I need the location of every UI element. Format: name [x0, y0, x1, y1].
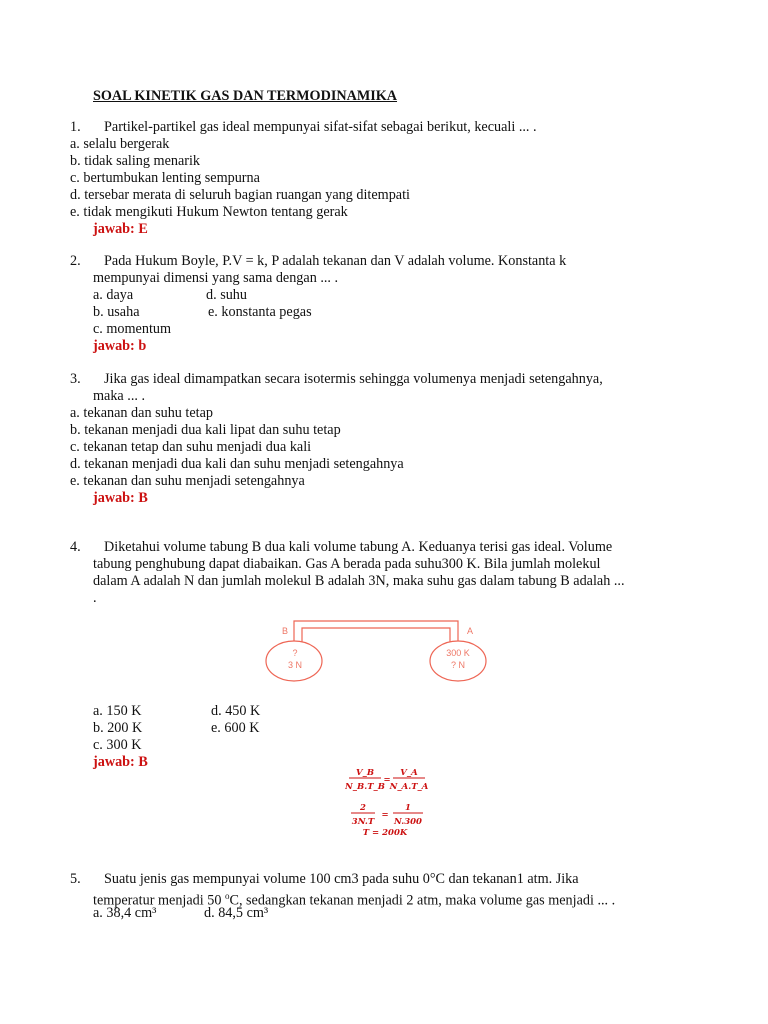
q4-number: 4. — [70, 539, 81, 555]
tube-a-molecules: ? N — [450, 660, 466, 670]
formula-n300: N.300 — [394, 817, 422, 827]
q2-option-a: a. daya — [93, 287, 134, 303]
q3-option-b: b. tekanan menjadi dua kali lipat dan suhu tetap — [70, 422, 341, 438]
q3-option-e: e. tekanan dan suhu menjadi setengahnya — [70, 473, 305, 489]
q3-number: 3. — [70, 371, 81, 387]
q3-answer: jawab: B — [93, 490, 148, 506]
q5-option-a: a. 38,4 cm³ — [93, 905, 157, 921]
page-title: SOAL KINETIK GAS DAN TERMODINAMIKA — [93, 88, 398, 104]
tube-b-label: B — [282, 626, 289, 636]
q4-option-c: c. 300 K — [93, 737, 142, 753]
q1-option-a: a. selalu bergerak — [70, 136, 170, 152]
q5-number: 5. — [70, 871, 81, 887]
connector-inner — [302, 628, 450, 642]
formula-3nt: 3N.T — [351, 817, 375, 827]
q2-answer: jawab: b — [93, 338, 147, 354]
q1-option-c: c. bertumbukan lenting sempurna — [70, 170, 260, 186]
q1-option-e: e. tidak mengikuti Hukum Newton tentang gerak — [70, 204, 348, 220]
q1-text: Partikel-partikel gas ideal mempunyai sifat-sifat sebagai berikut, kecuali ... . — [104, 119, 537, 135]
q4-option-d: d. 450 K — [211, 703, 261, 719]
q2-option-d: d. suhu — [206, 287, 247, 303]
q2-text-line1: Pada Hukum Boyle, P.V = k, P adalah tekanan dan V adalah volume. Konstanta k — [104, 253, 567, 269]
q4-answer: jawab: B — [93, 754, 148, 770]
q4-option-b: b. 200 K — [93, 720, 143, 736]
tube-a-temperature: 300 K — [446, 648, 470, 658]
formula-result: T = 200K — [362, 828, 408, 838]
connector-outer — [294, 621, 458, 641]
tube-b-molecules: 3 N — [287, 660, 303, 670]
formula-va: V_A — [400, 768, 418, 778]
formula-vb: V_B — [355, 768, 375, 778]
q4-text-line2: tabung penghubung dapat diabaikan. Gas A berada pada suhu300 K. Bila jumlah molekul — [93, 556, 601, 572]
formula-na-ta: N_A.T_A — [389, 782, 429, 792]
tube-b-temperature: ? — [292, 648, 298, 658]
q1-number: 1. — [70, 119, 81, 135]
q3-option-c: c. tekanan tetap dan suhu menjadi dua kali — [70, 439, 312, 455]
q3-option-a: a. tekanan dan suhu tetap — [70, 405, 214, 421]
tube-a-label: A — [467, 626, 474, 636]
q3-text-line1: Jika gas ideal dimampatkan secara isotermis sehingga volumenya menjadi setengahnya, — [104, 371, 603, 387]
q5-text-line2-end: C, sedangkan tekanan menjadi 2 atm, maka volume gas menjadi ... . — [229, 892, 616, 909]
q2-option-b: b. usaha — [93, 304, 140, 320]
q4-text-line4: . — [93, 590, 97, 606]
q1-answer: jawab: E — [93, 221, 148, 237]
formula-equals-2: = — [381, 810, 389, 820]
formula-equals-1: = — [383, 775, 391, 785]
formula-nb-tb: N_B.T_B — [345, 782, 385, 792]
q4-text-line1: Diketahui volume tabung B dua kali volume tabung A. Keduanya terisi gas ideal. Volume — [104, 539, 613, 555]
gas-tubes-diagram — [262, 615, 492, 687]
q4-text-line3: dalam A adalah N dan jumlah molekul B adalah 3N, maka suhu gas dalam tabung B adalah ... — [93, 573, 625, 589]
solution-formula — [345, 765, 435, 841]
formula-one: 1 — [405, 803, 411, 813]
q2-option-c: c. momentum — [93, 321, 172, 337]
q3-option-d: d. tekanan menjadi dua kali dan suhu menjadi setengahnya — [70, 456, 404, 472]
q2-number: 2. — [70, 253, 81, 269]
formula-two: 2 — [360, 803, 366, 813]
q2-text-line2: mempunyai dimensi yang sama dengan ... . — [93, 270, 339, 286]
q1-option-b: b. tidak saling menarik — [70, 153, 201, 169]
degree-superscript: o — [224, 891, 230, 901]
q5-option-d: d. 84,5 cm³ — [204, 905, 269, 921]
q1-option-d: d. tersebar merata di seluruh bagian ruangan yang ditempati — [70, 187, 410, 203]
q5-text-line2 — [93, 888, 615, 910]
q3-text-line2: maka ... . — [93, 388, 146, 404]
q5-text-line1: Suatu jenis gas mempunyai volume 100 cm3 pada suhu 0°C dan tekanan1 atm. Jika — [104, 871, 579, 887]
q4-option-a: a. 150 K — [93, 703, 142, 719]
q4-option-e: e. 600 K — [211, 720, 260, 736]
q5-text-line2-start: temperatur menjadi 50 — [93, 892, 225, 909]
q2-option-e: e. konstanta pegas — [208, 304, 312, 320]
